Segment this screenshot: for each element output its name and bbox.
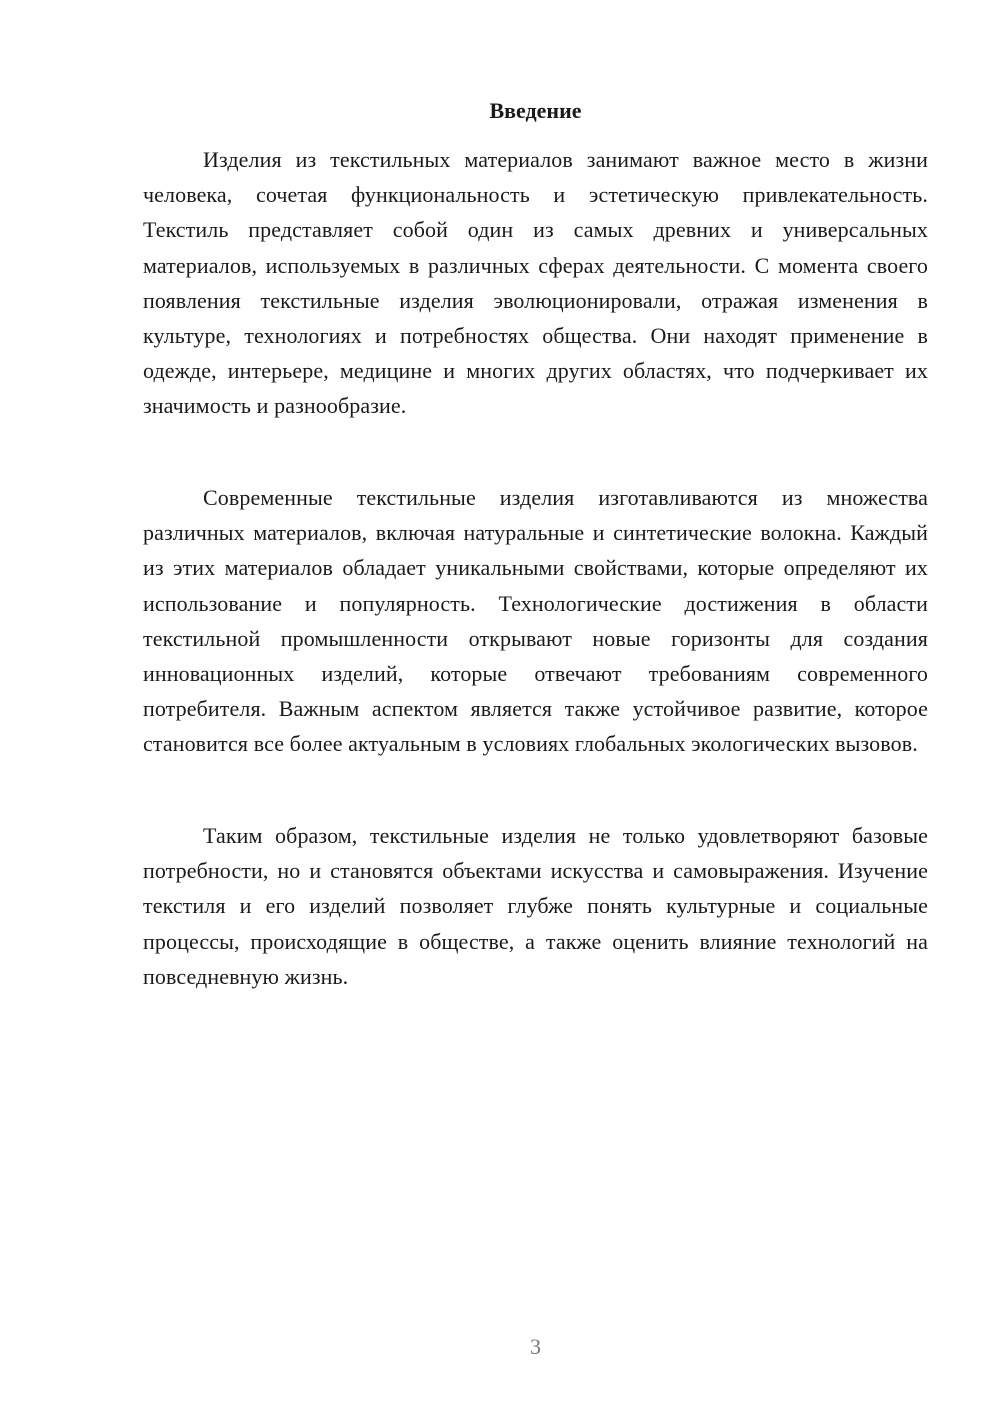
paragraph-1: Изделия из текстильных материалов занимают важное место в жизни человека, сочетая функциональность и эстетическую привлекательность. Текстиль представляет собой один из самых древних и универсальных материалов, используемых в различных сферах деятельности. С момента своего появления текстильные изделия эволюционировали, отражая изменения в культуре, технологиях и потребностях общества. Они находят применение в одежде, интерьере, медицине и многих других областях, что подчеркивает их значимость и разнообразие. [143,147,928,419]
paragraph-3: Таким образом, текстильные изделия не только удовлетворяют базовые потребности, но и становятся объектами искусства и самовыражения. Изучение текстиля и его изделий позволяет глубже понять культурные и социальные процессы, происходящие в обществе, а также оценить влияние технологий на повседневную жизнь. [143,823,928,989]
page-number: 3 [530,1334,541,1359]
page-title: Введение [489,98,582,123]
paragraph-2: Современные текстильные изделия изготавливаются из множества различных материалов, включая натуральные и синтетические волокна. Каждый из этих материалов обладает уникальными свойствами, которые определяют их использование и популярность. Технологические достижения в области текстильной промышленности открывают новые горизонты для создания инновационных изделий, которые отвечают требованиям современного потребителя. Важным аспектом является также устойчивое развитие, которое становится все более актуальным в условиях глобальных экологических вызовов. [143,485,928,757]
